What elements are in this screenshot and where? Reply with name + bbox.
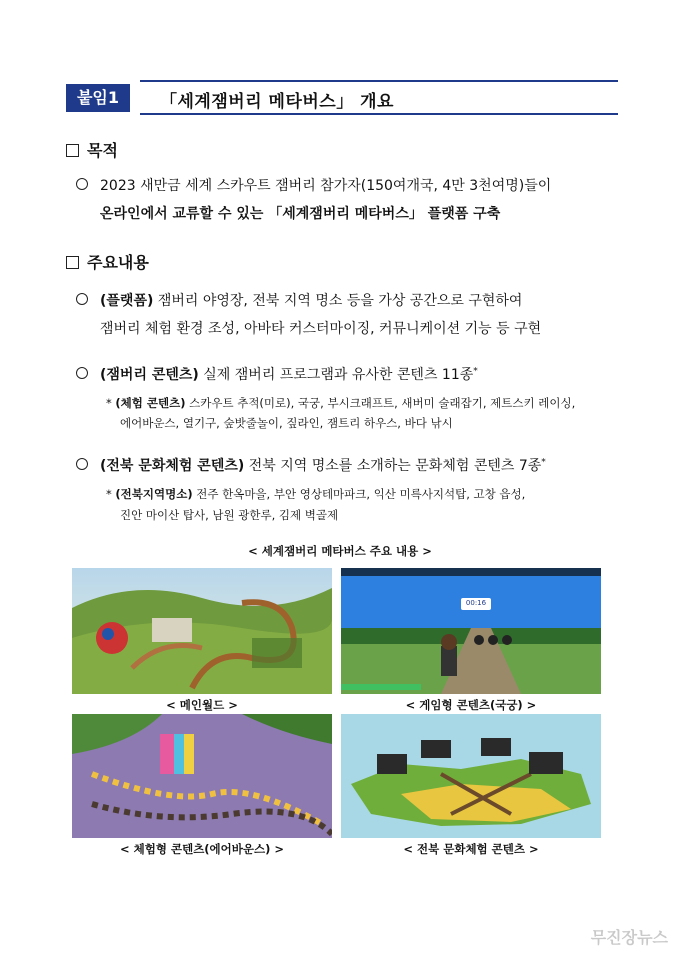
platform-bullet: (플랫폼) 잼버리 야영장, 전북 지역 명소 등을 가상 공간으로 구현하여: [76, 290, 522, 310]
caption-air-bounce: < 체험형 콘텐츠(에어바운스) >: [120, 842, 284, 856]
purpose-bullet-line2: 온라인에서 교류할 수 있는 「세계잼버리 메타버스」 플랫폼 구축: [100, 206, 501, 222]
section-heading-purpose: 목적: [66, 138, 118, 161]
jamboree-content-note: * (체험 콘텐츠) 스카우트 추적(미로), 국궁, 부시크래프트, 새버미 술래잡기, 제트스키 레이싱,: [106, 396, 576, 410]
caption-main-world: < 메인월드 >: [166, 698, 238, 712]
culture-content-bullet: (전북 문화체험 콘텐츠) 전북 지역 명소를 소개하는 문화체험 콘텐츠 7종*: [76, 455, 546, 475]
jamboree-content-note-line2: 에어바운스, 열기구, 숲밧줄놀이, 짚라인, 잼트리 하우스, 바다 낚시: [120, 416, 453, 430]
checkbox-square-icon: [66, 144, 79, 157]
section-heading-main: 주요내용: [66, 250, 149, 273]
caption-culture: < 전북 문화체험 콘텐츠 >: [403, 842, 539, 856]
game-timer: 00:16: [465, 599, 487, 607]
circle-bullet-icon: [76, 458, 88, 470]
jamboree-content-bullet: (잼버리 콘텐츠) 실제 잼버리 프로그램과 유사한 콘텐츠 11종*: [76, 364, 478, 384]
circle-bullet-icon: [76, 178, 88, 190]
main-world-image: [72, 568, 332, 694]
watermark-logo: 무진장뉴스: [590, 928, 668, 947]
title-rule-bottom: [140, 113, 618, 115]
purpose-bullet: 2023 새만금 세계 스카우트 잼버리 참가자(150여개국, 4만 3천여명)들이: [76, 175, 636, 195]
culture-content-note: * (전북지역명소) 전주 한옥마을, 부안 영상테마파크, 익산 미륵사지석탑, 고창 읍성,: [106, 487, 526, 501]
gallery-title: < 세계잼버리 메타버스 주요 내용 >: [248, 544, 432, 558]
title-rule-top: [140, 80, 618, 82]
air-bounce-image: [72, 714, 332, 838]
checkbox-square-icon: [66, 256, 79, 269]
culture-content-note-line2: 진안 마이산 탑사, 남원 광한루, 김제 벽골제: [120, 508, 339, 522]
circle-bullet-icon: [76, 367, 88, 379]
platform-bullet-line2: 잼버리 체험 환경 조성, 아바타 커스터마이징, 커뮤니케이션 기능 등 구현: [100, 321, 542, 337]
culture-content-image: [341, 714, 601, 838]
archery-game-image: [341, 568, 601, 694]
page-title: 「세계잼버리 메타버스」 개요: [160, 92, 394, 112]
attachment-tag: 붙임1: [66, 84, 130, 112]
circle-bullet-icon: [76, 293, 88, 305]
caption-archery: < 게임형 콘텐츠(국궁) >: [405, 698, 537, 712]
